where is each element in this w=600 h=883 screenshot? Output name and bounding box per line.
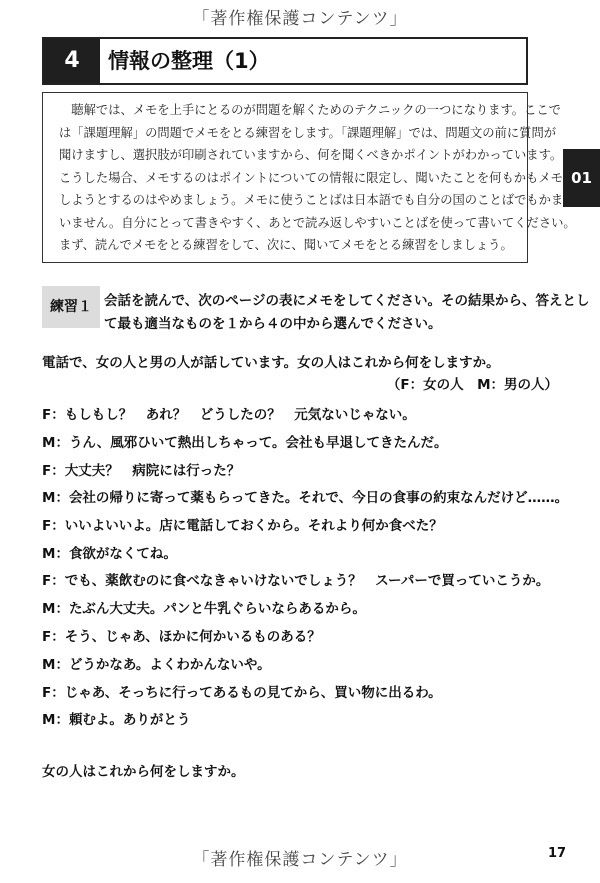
intro-line: こうした場合、メモするのはポイントについての情報に限定し、聞いたことを何もかもメモ — [59, 170, 563, 185]
dialogue-line: F：いいよいいよ。店に電話しておくから。それより何か食べた？ — [42, 518, 443, 534]
speaker: M — [42, 601, 56, 617]
intro-box — [42, 92, 576, 263]
speaker: M — [42, 657, 56, 673]
final-question: 女の人はこれから何をしますか。 — [42, 764, 245, 780]
speaker: M — [42, 435, 56, 451]
dialogue-line: F：大丈夫？ 病院には行った？ — [42, 463, 241, 479]
dialogue-line: M：どうかなあ。よくわかんないや。 — [42, 657, 271, 673]
utterance: たぶん大丈夫。パンと牛乳ぐらいならあるから。 — [68, 601, 366, 617]
section-title: 情報の整理（1） — [108, 49, 270, 73]
exercise-instruction-line1: 会話を読んで、次のページの表にメモをしてください。その結果から、答えとし — [104, 293, 590, 309]
utterance: いいよいいよ。店に電話しておくから。それより何か食べた？ — [64, 518, 443, 534]
speaker: F — [42, 407, 52, 423]
utterance: 食欲がなくてね。 — [68, 546, 177, 562]
speaker: M — [42, 546, 56, 562]
speaker: M — [42, 712, 56, 728]
exercise-label: 練習１ — [42, 286, 100, 328]
speaker: F — [42, 685, 52, 701]
utterance: そう、じゃあ、ほかに何かいるものある？ — [64, 629, 321, 645]
utterance: 頼むよ。ありがとう — [68, 712, 191, 728]
intro-line: 聞けますし、選択肢が印刷されていますから、何を聞くべきかポイントがわかっています。 — [59, 148, 563, 162]
utterance: でも、薬飲むのに食べなきゃいけないでしょう？ スーパーで買っていこうか。 — [64, 573, 550, 589]
intro-line: まず、読んでメモをとる練習をして、次に、聞いてメモをとる練習をしましょう。 — [59, 238, 513, 252]
chapter-tab: 01 — [563, 149, 600, 207]
exercise-instruction-line2: て最も適当なものを１から４の中から選んでください。 — [104, 316, 442, 332]
dialogue-line: F：そう、じゃあ、ほかに何かいるものある？ — [42, 629, 321, 645]
section-number: 4 — [44, 39, 100, 83]
watermark-bottom: 「著作権保護コンテンツ」 — [192, 850, 408, 870]
speaker: F — [42, 518, 52, 534]
intro-line: は「課題理解」の問題でメモをとる練習をします。「課題理解」では、問題文の前に質問が — [59, 125, 557, 140]
listening-question: 電話で、女の人と男の人が話しています。女の人はこれから何をしますか。 — [42, 355, 500, 371]
dialogue-line: F：じゃあ、そっちに行ってあるもの見てから、買い物に出るわ。 — [42, 685, 442, 701]
utterance: どうかなあ。よくわかんないや。 — [68, 657, 271, 673]
dialogue-line: M：食欲がなくてね。 — [42, 546, 177, 562]
dialogue-line: M：たぶん大丈夫。パンと牛乳ぐらいならあるから。 — [42, 601, 366, 617]
dialogue-line: M：頼むよ。ありがとう — [42, 712, 191, 728]
utterance: もしもし？ あれ？ どうしたの？ 元気ないじゃない。 — [64, 407, 416, 423]
page-number: 17 — [548, 846, 567, 861]
utterance: 会社の帰りに寄って薬もらってきた。それで、今日の食事の約束なんだけど……。 — [68, 490, 569, 506]
utterance: 大丈夫？ 病院には行った？ — [64, 463, 241, 479]
intro-line: しようとするのはやめましょう。メモに使うことばは日本語でも自分の国のことばでもかま — [59, 193, 564, 207]
dialogue-line: F：もしもし？ あれ？ どうしたの？ 元気ないじゃない。 — [42, 407, 416, 423]
section-title-box — [42, 37, 528, 85]
dialogue-line: F：でも、薬飲むのに食べなきゃいけないでしょう？ スーパーで買っていこうか。 — [42, 573, 550, 589]
utterance: じゃあ、そっちに行ってあるもの見てから、買い物に出るわ。 — [64, 685, 442, 701]
speaker: F — [42, 463, 52, 479]
dialogue-line: M：会社の帰りに寄って薬もらってきた。それで、今日の食事の約束なんだけど……。 — [42, 490, 569, 506]
speaker: F — [42, 629, 52, 645]
speaker-legend: （F：女の人 M：男の人） — [386, 377, 558, 393]
intro-line: 聴解では、メモを上手にとるのが問題を解くためのテクニックの一つになります。ここで — [59, 103, 561, 117]
dialogue-line: M：うん、風邪ひいて熱出しちゃって。会社も早退してきたんだ。 — [42, 435, 448, 451]
watermark-top: 「著作権保護コンテンツ」 — [192, 9, 408, 29]
speaker: F — [42, 573, 52, 589]
speaker: M — [42, 490, 56, 506]
intro-line: いません。自分にとって書きやすく、あとで読み返しやすいことばを使って書いてください。 — [59, 215, 576, 230]
utterance: うん、風邪ひいて熱出しちゃって。会社も早退してきたんだ。 — [68, 435, 448, 451]
